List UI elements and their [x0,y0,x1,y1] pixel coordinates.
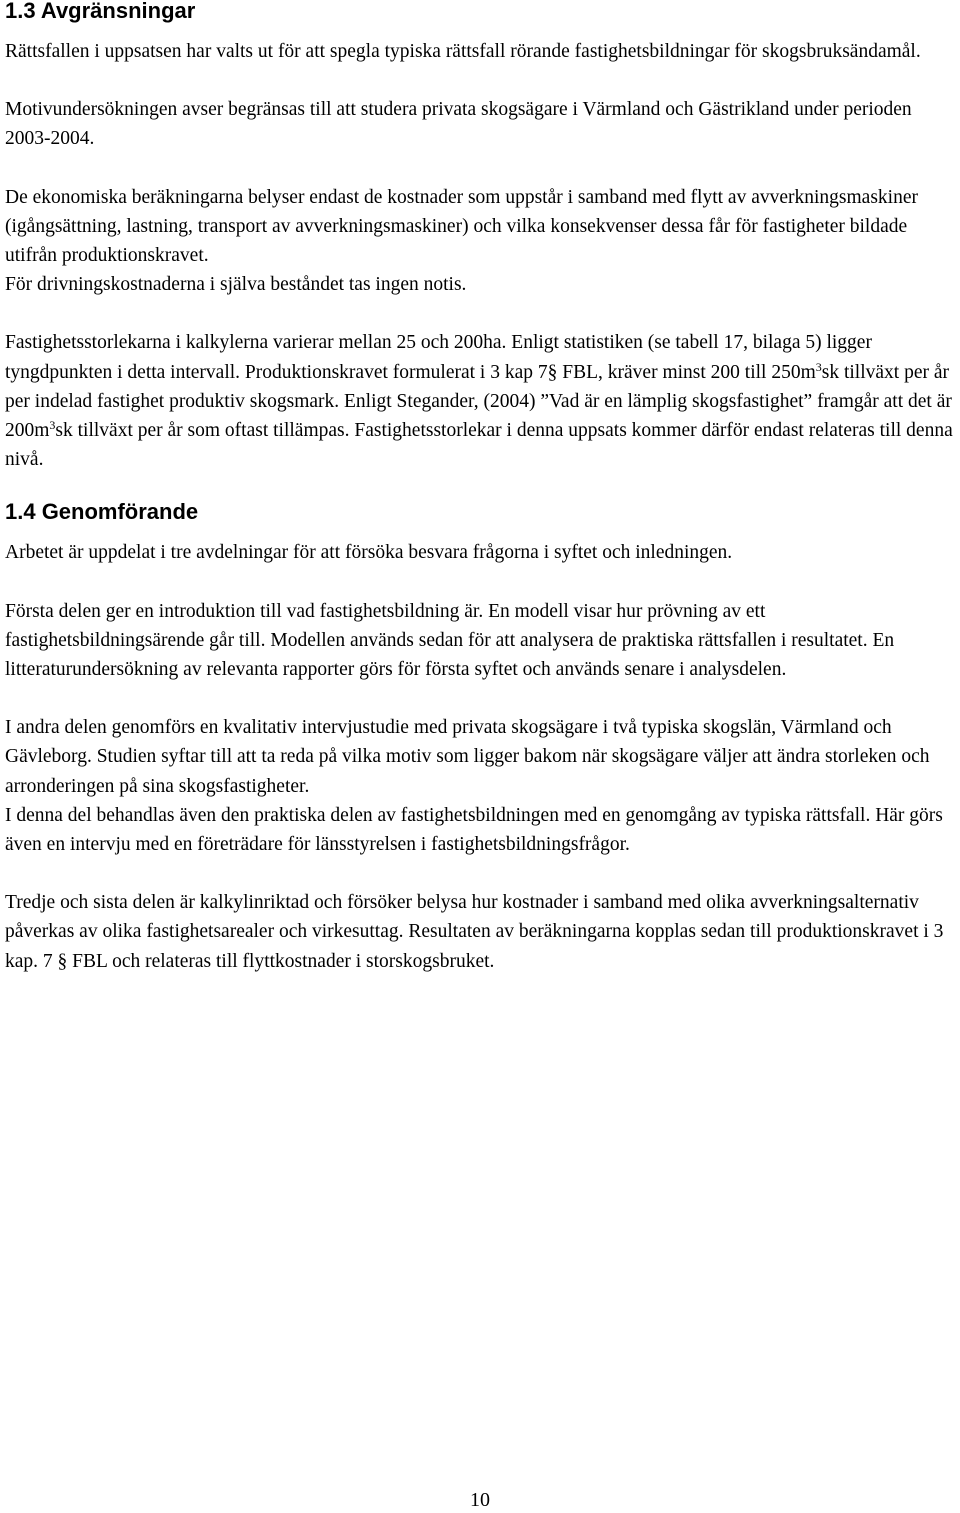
superscript-cubic: 3 [49,418,56,433]
paragraph-drivningskostnader: För drivningskostnaderna i själva beståndet tas ingen notis. [5,274,467,296]
size-text-part-3: sk tillväxt per år som oftast tillämpas. Fastighetsstorlekar i denna uppsats kommer därför endast relateras till denna nivå. [5,420,953,471]
paragraph-andra-delen: I andra delen genomförs en kvalitativ intervjustudie med privata skogsägare i två typiska skogslän, Värmland och Gävleborg. Studien syftar till att ta reda på vilka motiv som ligger bakom när skogsägare väljer att ändra storleken och arronderingen på sina skogsfastigheter. [5,717,930,797]
page-number: 10 [470,1489,490,1511]
size-text-part-2: sk tillväxt per år per indelad fastighet produktiv skogsmark. Enligt Stegander, (2004) ”Vad är en lämplig skogsfastighet” framgår att det är 200m [5,361,952,442]
section-heading-1-3: 1.3 Avgränsningar [5,0,196,23]
paragraph-arbetet-uppdelat: Arbetet är uppdelat i tre avdelningar för att försöka besvara frågorna i syftet och inledningen. [5,542,733,564]
paragraph-motivundersokning: Motivundersökningen avser begränsas till att studera privata skogsägare i Värmland och Gästrikland under perioden 2003-2004. [5,99,912,150]
section-heading-1-4: 1.4 Genomförande [5,499,199,525]
paragraph-rattsfall: Rättsfallen i uppsatsen har valts ut för att spegla typiska rättsfall rörande fastighetsbildningar för skogsbruksändamål. [5,41,921,62]
paragraph-fastighetsstorlekar [5,328,955,474]
document-page [5,0,955,976]
paragraph-praktiska-delen: I denna del behandlas även den praktiska delen av fastighetsbildningen med en genomgång av typiska rättsfall. Här görs även en intervju med en företrädare för länsstyrelsen i fastighetsbildningsfrågor. [5,804,943,856]
paragraph-tredje-delen: Tredje och sista delen är kalkylinriktad och försöker belysa hur kostnader i samband med olika avverkningsalternativ påverkas av olika fastighetsarealer och virkesuttag. Resultaten av beräkningarna kopplas sedan till produktionskravet i 3 kap. 7 § FBL och relateras till flyttkostnader i storskogsbruket. [5,892,944,972]
paragraph-ekonomiska-berakningar: De ekonomiska beräkningarna belyser endast de kostnader som uppstår i samband med flytt av avverkningsmaskiner (igångsättning, lastning, transport av avverkningsmaskiner) och vilka konsekvenser dessa får för fastigheter bildade utifrån produktionskravet. [5,186,918,267]
size-text-part-1: Fastighetsstorlekarna i kalkylerna varierar mellan 25 och 200ha. Enligt statistiken (se tabell 17, bilaga 5) ligger tyngdpunkten i detta intervall. Produktionskravet formulerat i 3 kap 7§ FBL, kräver minst 200 till 250m [5,332,872,383]
paragraph-forsta-delen: Första delen ger en introduktion till vad fastighetsbildning är. En modell visar hur prövning av ett fastighetsbildningsärende går till. Modellen används sedan för att analysera de praktiska rättsfallen i resultatet. En litteraturundersökning av relevanta rapporter görs för första syftet och används senare i analysdelen. [5,600,895,681]
superscript-cubic: 3 [815,359,822,374]
